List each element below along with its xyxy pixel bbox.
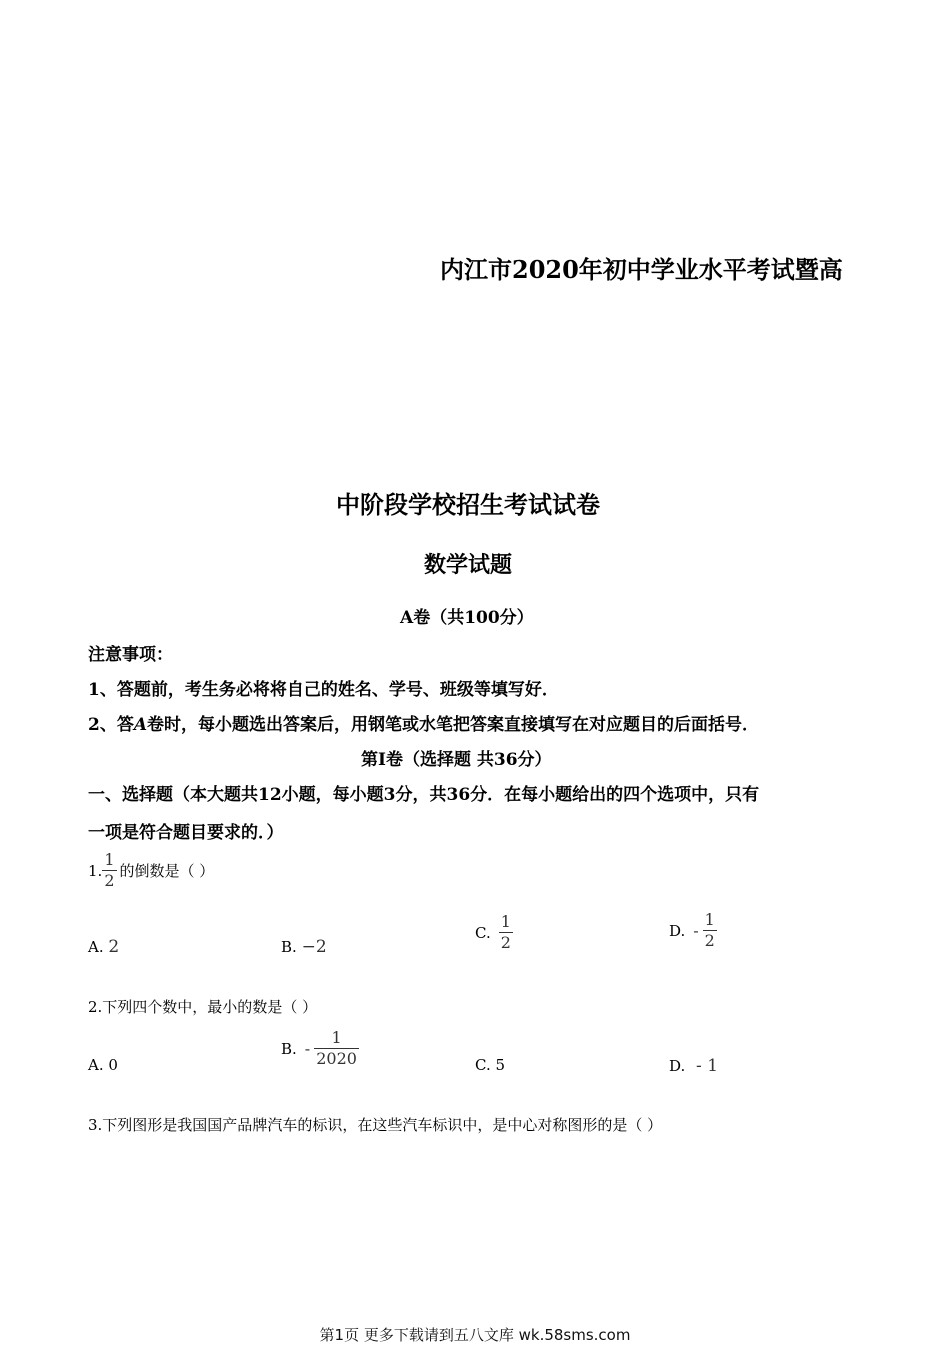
option-label: B. <box>281 1039 297 1058</box>
option-value: −2 <box>301 937 327 957</box>
notice-heading: 注意事项： <box>88 645 173 665</box>
option-label: C. <box>475 923 491 942</box>
question-2-stem: 2.下列四个数中，最小的数是（ ） <box>88 998 318 1016</box>
question-1-fraction <box>102 852 116 889</box>
notice-item-2-italic: A <box>133 715 148 735</box>
section-heading: 第Ⅰ卷（选择题 共36分） <box>361 750 552 770</box>
option-value: 2 <box>108 937 120 957</box>
q1-option-a <box>88 937 119 957</box>
notice-item-2 <box>88 710 759 735</box>
option-label: D. <box>669 1057 686 1075</box>
notice-item-1: 1、答题前，考生务必将将自己的姓名、学号、班级等填写好． <box>88 680 559 700</box>
minus-sign: - <box>693 921 699 940</box>
page-footer: 第1页 更多下载请到五八文库 wk.58sms.com <box>319 1326 631 1344</box>
question-1-stem <box>88 852 214 889</box>
volume-label: A卷（共100分） <box>400 608 534 628</box>
q2-option-a: A. 0 <box>88 1056 118 1074</box>
fraction-numerator: 1 <box>500 912 511 931</box>
option-value: - 1 <box>696 1056 719 1076</box>
fraction-denominator: 2020 <box>316 1049 357 1068</box>
exam-title-line2: 中阶段学校招生考试试卷 <box>336 490 600 519</box>
section-instruction-line1: 一、选择题（本大题共12小题，每小题3分，共36分．在每小题给出的四个选项中，只有 <box>88 785 760 805</box>
q1-option-c <box>475 914 513 951</box>
fraction-denominator: 2 <box>500 933 511 952</box>
q2-option-b <box>281 1030 359 1067</box>
option-label: B. <box>281 938 297 956</box>
fraction-numerator: 1 <box>104 850 115 869</box>
option-label: A. <box>88 938 104 956</box>
q2-option-c: C. 5 <box>475 1056 506 1074</box>
fraction-denominator: 2 <box>704 931 715 950</box>
notice-item-2-suffix: 卷时，每小题选出答案后，用钢笔或水笔把答案直接填写在对应题目的后面括号． <box>147 715 760 735</box>
q1-option-d <box>669 912 717 949</box>
question-1-text: 的倒数是（ ） <box>119 862 215 880</box>
minus-sign: - <box>304 1039 311 1058</box>
option-label: D. <box>669 921 686 940</box>
q1-option-b <box>281 937 327 957</box>
option-fraction <box>499 914 513 951</box>
option-fraction <box>314 1030 359 1067</box>
question-3-stem: 3.下列图形是我国国产品牌汽车的标识，在这些汽车标识中，是中心对称图形的是（ ） <box>88 1116 663 1134</box>
q2-option-d <box>669 1056 718 1076</box>
notice-item-2-prefix: 2、答 <box>88 715 134 735</box>
subject-title: 数学试题 <box>424 552 513 578</box>
fraction-numerator: 1 <box>331 1028 342 1047</box>
question-1-number: 1. <box>88 861 103 880</box>
fraction-denominator: 2 <box>104 871 115 890</box>
option-fraction <box>703 912 717 949</box>
section-instruction-line2: 一项是符合题目要求的．） <box>88 823 284 843</box>
exam-title-line1: 内江市2020年初中学业水平考试暨高 <box>440 255 843 284</box>
fraction-numerator: 1 <box>704 910 715 929</box>
